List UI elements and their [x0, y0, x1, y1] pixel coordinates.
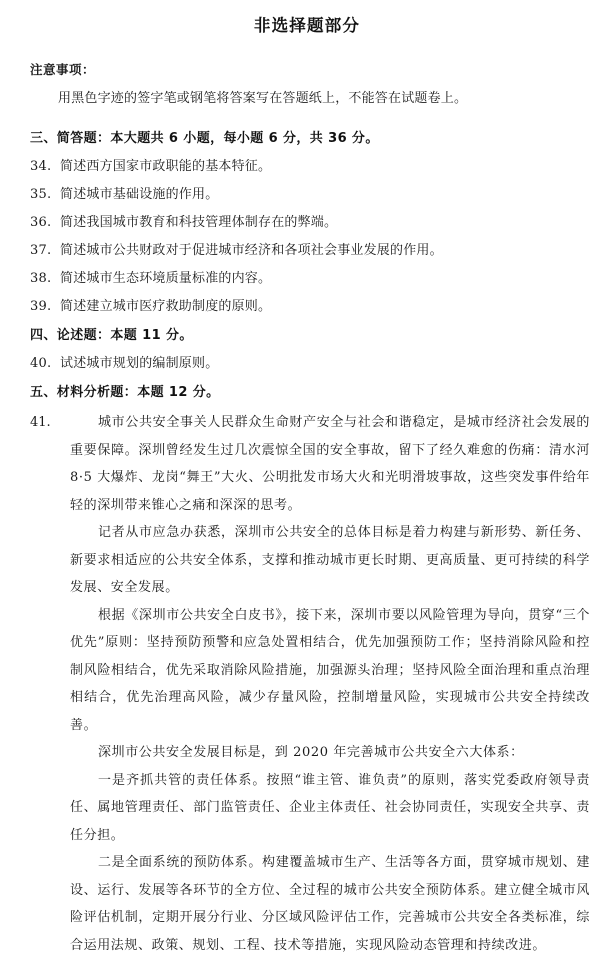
- question-number: 38.: [30, 271, 52, 286]
- question-text: 简述建立城市医疗救助制度的原则。: [60, 299, 272, 314]
- material-question-41: [0, 409, 614, 959]
- question-item: [30, 352, 590, 371]
- material-paragraph: 二是全面系统的预防体系。构建覆盖城市生产、生活等各方面，贯穿城市规划、建设、运行、发展等各环节的全方位、全过程的城市公共安全预防体系。建立健全城市风险评估机制，定期开展分行业、分区域风险评估工作，完善城市公共安全各类标准，综合运用法规、政策、规划、工程、技术等措施，实现风险动态管理和持续改进。: [70, 855, 590, 953]
- section-material-analysis: [0, 381, 614, 400]
- page-title: 非选择题部分: [253, 16, 361, 35]
- question-item: [30, 267, 590, 286]
- section-heading-3: 三、简答题：本大题共 6 小题，每小题 6 分，共 36 分。: [30, 131, 379, 146]
- material-paragraph: 深圳市公共安全发展目标是，到 2020 年完善城市公共安全六大体系：: [98, 745, 524, 760]
- question-text: 试述城市规划的编制原则。: [60, 356, 219, 371]
- notice-block: [0, 60, 614, 106]
- notice-label: 注意事项：: [30, 62, 96, 77]
- section-heading-4: 四、论述题：本题 11 分。: [30, 328, 193, 343]
- section-short-answer: [0, 127, 614, 314]
- question-text: 简述城市基础设施的作用。: [60, 187, 219, 202]
- question-item: [30, 183, 590, 202]
- question-text: 简述西方国家市政职能的基本特征。: [60, 159, 272, 174]
- question-number: 35.: [30, 187, 52, 202]
- section-heading-5: 五、材料分析题：本题 12 分。: [30, 385, 220, 400]
- question-number: 40.: [30, 356, 52, 371]
- question-text: 简述城市生态环境质量标准的内容。: [60, 271, 272, 286]
- question-item: [30, 211, 590, 230]
- question-text: 简述我国城市教育和科技管理体制存在的弊端。: [60, 215, 338, 230]
- material-body: [70, 409, 590, 959]
- material-paragraph: 根据《深圳市公共安全白皮书》，接下来，深圳市要以风险管理为导向，贯穿“三个优先”原则：坚持预防预警和应急处置相结合，优先加强预防工作；坚持消除风险和控制风险相结合，优先采取消除风险措施，加强源头治理；坚持风险全面治理和重点治理相结合，优先治理高风险，减少存量风险，控制增量风险，实现城市公共安全持续改善。: [70, 607, 590, 733]
- material-paragraph: 城市公共安全事关人民群众生命财产安全与社会和谐稳定，是城市经济社会发展的重要保障。深圳曾经发生过几次震惊全国的安全事故，留下了经久难愈的伤痛：清水河 8·5 大爆炸、龙岗“舞王”大火、公明批发市场大火和光明滑坡事故，这些突发事件给年轻的深圳带来锥心之痛和深深的思考。: [70, 415, 590, 513]
- question-item: [30, 239, 590, 258]
- material-paragraph: 记者从市应急办获悉，深圳市公共安全的总体目标是着力构建与新形势、新任务、新要求相适应的公共安全体系，支撑和推动城市更长时期、更高质量、更可持续的科学发展、安全发展。: [70, 525, 590, 595]
- section-essay: [0, 324, 614, 371]
- material-number: 41.: [30, 415, 51, 430]
- question-item: [30, 155, 590, 174]
- question-item: [30, 295, 590, 314]
- question-number: 36.: [30, 215, 52, 230]
- material-paragraph: 一是齐抓共管的责任体系。按照“谁主管、谁负责”的原则，落实党委政府领导责任、属地管理责任、部门监管责任、企业主体责任、社会协同责任，实现安全共享、责任分担。: [70, 772, 590, 843]
- question-text: 简述城市公共财政对于促进城市经济和各项社会事业发展的作用。: [60, 243, 443, 258]
- question-number: 39.: [30, 299, 52, 314]
- notice-text: 用黑色字迹的签字笔或钢笔将答案写在答题纸上，不能答在试题卷上。: [58, 91, 468, 106]
- question-number: 37.: [30, 243, 52, 258]
- question-number: 34.: [30, 159, 52, 174]
